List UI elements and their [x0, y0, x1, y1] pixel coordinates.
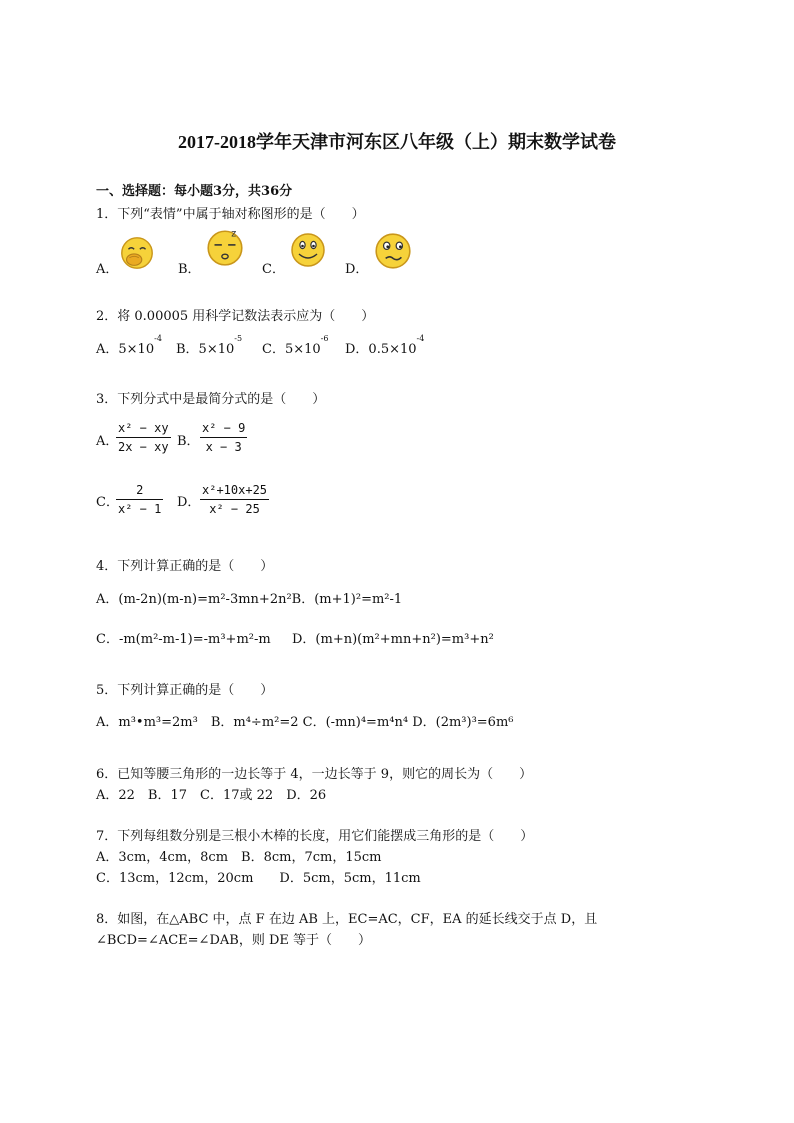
q3-option-d-label: D． [177, 495, 201, 510]
numerator: x² − 9 [200, 419, 247, 438]
q4-option-d: D．(m+n)(m²+mn+n²)=m³+n² [292, 632, 494, 647]
q7-options-line-2: C．13cm，12cm，20cm D．5cm，5cm，11cm [96, 871, 421, 886]
sleepy-face-icon [204, 226, 246, 268]
q6-options: A．22 B．17 C．17或 22 D．26 [96, 788, 327, 803]
question-4-stem: 4．下列计算正确的是（ ） [96, 559, 274, 574]
skeptical-face-icon [372, 230, 414, 272]
question-5-stem: 5．下列计算正确的是（ ） [96, 683, 274, 698]
q3-fraction-d [200, 481, 269, 518]
question-6-stem: 6．已知等腰三角形的一边长等于 4，一边长等于 9，则它的周长为（ ） [96, 767, 533, 782]
numerator: x²+10x+25 [200, 481, 269, 500]
q1-option-a-label: A． [96, 262, 119, 277]
q3-option-b-label: B． [177, 434, 200, 449]
q4-options-a-b: A．(m-2n)(m-n)=m²-3mn+2n²B．(m+1)²=m²-1 [96, 592, 403, 607]
page-title: 2017-2018学年天津市河东区八年级（上）期末数学试卷 [178, 132, 616, 152]
q3-option-a-label: A． [96, 434, 119, 449]
q2-option-b: B．$5\times 10^{-5}$ [176, 334, 243, 357]
q4-option-c: C．-m(m²-m-1)=-m³+m²-m [96, 632, 271, 647]
q2-option-a: A．$5\times 10^{-4}$ [96, 334, 162, 357]
q5-options: A．m³•m³=2m³ B．m⁴÷m²=2 C．(-mn)⁴=m⁴n⁴ D．(2m³)³=6m⁶ [96, 715, 514, 730]
q3-fraction-b [200, 419, 247, 456]
question-3-stem: 3．下列分式中是最简分式的是（ ） [96, 392, 326, 407]
denominator: 2x − xy [118, 440, 169, 454]
smile-face-icon [288, 230, 328, 270]
q2-option-d: D．$0.5\times 10^{-4}$ [345, 334, 425, 357]
q1-option-c-label: C． [262, 262, 285, 277]
question-1-stem: 1．下列“表情”中属于轴对称图形的是（ ） [96, 207, 365, 222]
q2-option-c: C．$5\times 10^{-6}$ [262, 334, 329, 357]
q3-fraction-a [116, 419, 171, 456]
svg-text:z: z [231, 228, 237, 240]
embarrassed-face-icon [118, 234, 156, 272]
question-8-stem-line-1: 8．如图，在△ABC 中，点 F 在边 AB 上，EC=AC，CF，EA 的延长线交于点 D，且 [96, 912, 598, 927]
q7-options-line-1: A．3cm，4cm，8cm B．8cm，7cm，15cm [96, 850, 382, 865]
q3-option-c-label: C． [96, 495, 119, 510]
section-heading: 一、选择题：每小题3分，共36分 [96, 184, 293, 199]
denominator: x − 3 [205, 440, 242, 454]
q1-option-b-label: B． [178, 262, 201, 277]
question-8-stem-line-2: ∠BCD=∠ACE=∠DAB，则 DE 等于（ ） [96, 933, 371, 948]
numerator: 2 [116, 481, 163, 500]
numerator: x² − xy [116, 419, 171, 438]
denominator: x² − 25 [209, 502, 260, 516]
denominator: x² − 1 [118, 502, 162, 516]
q3-fraction-c [116, 481, 163, 518]
q1-option-d-label: D． [345, 262, 369, 277]
question-2-stem: 2．将 0.00005 用科学记数法表示应为（ ） [96, 309, 375, 324]
question-7-stem: 7．下列每组数分别是三根小木棒的长度，用它们能摆成三角形的是（ ） [96, 829, 534, 844]
